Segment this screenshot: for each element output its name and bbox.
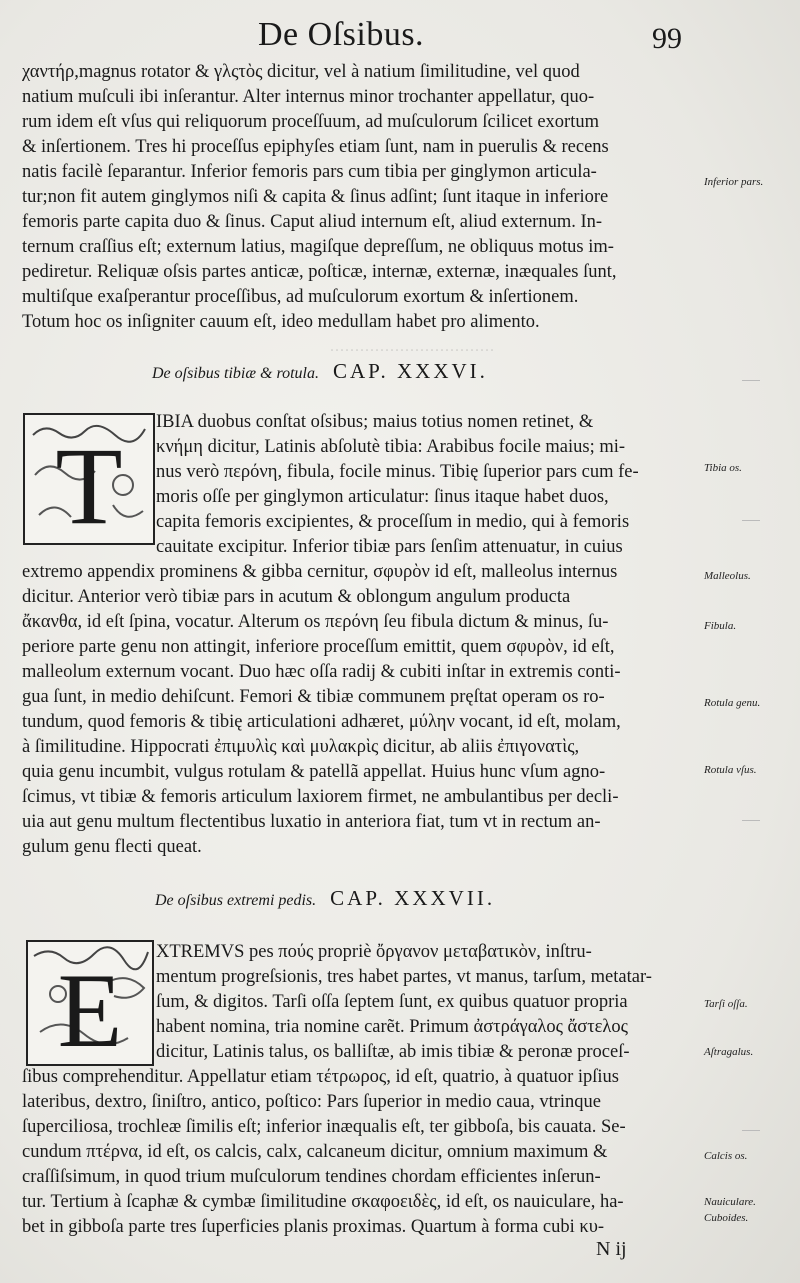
margin-note: Cuboides. bbox=[704, 1212, 749, 1224]
text-line: multiſque exaſperantur proceſſibus, ad muſculorum exortum & inſertionem. bbox=[22, 287, 579, 307]
text-line: extremo appendix prominens & gibba cernitur, σφυρὸν id eſt, malleolus internus bbox=[22, 562, 618, 582]
chapter-number: CAP. XXXVI. bbox=[332, 359, 488, 383]
margin-note: Rotula genu. bbox=[704, 697, 761, 709]
text-line: & inſertionem. Tres hi proceſſus epiphyſes etiam ſunt, nam in puerulis & recens bbox=[22, 137, 609, 157]
text-line: IBIA duobus conſtat oſsibus; maius totius nomen retinet, & bbox=[156, 412, 594, 432]
text-line: ſibus comprehenditur. Appellatur etiam τέτρωρος, id eſt, quatrio, à quatuor ipſius bbox=[22, 1067, 619, 1087]
text-line: pediretur. Reliquæ oſsis partes anticæ, poſticæ, internæ, externæ, inæquales ſunt, bbox=[22, 262, 617, 282]
text-line: ſum, & digitos. Tarſi oſſa ſeptem ſunt, ex quibus quatuor propria bbox=[156, 992, 628, 1012]
margin-note: Inferior pars. bbox=[704, 176, 764, 188]
text-line: ternum craſſius eſt; externum latius, magiſque depreſſum, ne obliquus motus im- bbox=[22, 237, 614, 257]
text-line: mentum progreſsionis, tres habet partes, vt manus, tarſum, metatar- bbox=[156, 967, 652, 987]
svg-text:T: T bbox=[55, 425, 123, 543]
margin-note: Rotula vſus. bbox=[704, 764, 757, 776]
divider bbox=[742, 520, 760, 521]
text-line: uia aut genu multum flectentibus luxatio in anteriora fiat, tum vt in rectum an- bbox=[22, 812, 601, 832]
running-title: De Oſsibus. bbox=[258, 16, 425, 53]
decorated-initial-t bbox=[23, 413, 155, 545]
text-line: tur;non fit autem ginglymos niſi & capita & ſinus adſint; ſunt itaque in inferiore bbox=[22, 187, 609, 207]
chapter-number: CAP. XXXVII. bbox=[330, 886, 496, 910]
margin-note: Aſtragalus. bbox=[704, 1046, 754, 1058]
margin-note: Malleolus. bbox=[704, 570, 751, 582]
text-line: rum idem eſt vſus qui reliquorum proceſſuum, ad muſculorum ſcilicet exortum bbox=[22, 112, 599, 132]
chapter-heading bbox=[155, 886, 495, 911]
text-line: moris oſſe per ginglymon articulatur: ſinus itaque habet duos, bbox=[156, 487, 609, 507]
text-line: malleolum externum vocant. Duo hæc oſſa radij & cubiti inſtar in extremis conti- bbox=[22, 662, 621, 682]
text-line: cauitate excipitur. Inferior tibiæ pars ſenſim attenuatur, in cuius bbox=[156, 537, 623, 557]
text-line: à ſimilitudine. Hippocrati ἐπιμυλὶς καὶ μυλακρὶς dicitur, ab aliis ἐπιγονατὶς, bbox=[22, 737, 580, 757]
signature-mark: N ij bbox=[596, 1238, 627, 1260]
initial-ornament-icon bbox=[28, 942, 152, 1064]
text-line: quia genu incumbit, vulgus rotulam & patellã appellat. Huius hunc vſum agno- bbox=[22, 762, 606, 782]
text-line: tur. Tertium à ſcaphæ & cymbæ ſimilitudine σκαφοειδὲς, id eſt, os nauiculare, ha- bbox=[22, 1192, 624, 1212]
text-line: ſuperciliosa, trochleæ ſimilis eſt; inferior inæqualis eſt, ter gibboſa, bis cauata. Se- bbox=[22, 1117, 626, 1137]
text-line: nus verò περόνη, fibula, focile minus. Tibię ſuperior pars cum fe- bbox=[156, 462, 639, 482]
decorated-initial-e bbox=[26, 940, 154, 1066]
text-line: XTREMVS pes πούς propriè ὄργανον μεταβατικὸν, inſtru- bbox=[156, 942, 592, 962]
divider bbox=[742, 820, 760, 821]
text-line: cundum πτέρνα, id eſt, os calcis, calx, calcaneum dicitur, omnium maximum & bbox=[22, 1142, 608, 1162]
text-line: femoris parte capita duo & ſinus. Caput aliud internum eſt, aliud externum. In- bbox=[22, 212, 603, 232]
text-line: dicitur, Latinis talus, os balliſtæ, ab imis tibiæ & peronæ proceſ- bbox=[156, 1042, 630, 1062]
margin-note: Calcis os. bbox=[704, 1150, 748, 1162]
text-line: dicitur. Anterior verò tibiæ pars in acutum & oblongum angulum producta bbox=[22, 587, 571, 607]
text-line: bet in gibboſa parte tres ſuperficies planis proximas. Quartum à forma cubi κυ- bbox=[22, 1217, 605, 1237]
margin-note: Fibula. bbox=[704, 620, 737, 632]
text-line: χαντήρ,magnus rotator & γλςτὸς dicitur, vel à natium ſimilitudine, vel quod bbox=[22, 62, 580, 82]
text-line: ſcimus, vt tibiæ & femoris articulum laxiorem firmet, ne ambulantibus per decli- bbox=[22, 787, 619, 807]
margin-note: Tarſi oſſa. bbox=[704, 998, 748, 1010]
text-line: κνήμη dicitur, Latinis abſolutè tibia: Arabibus focile maius; mi- bbox=[156, 437, 626, 457]
text-line: gua ſunt, in medio dehiſcunt. Femori & tibiæ communem pręſtat operam os ro- bbox=[22, 687, 605, 707]
divider bbox=[742, 1130, 760, 1131]
chapter-subtitle: De oſsibus tibiæ & rotula. bbox=[152, 365, 319, 382]
text-line: gulum genu flecti queat. bbox=[22, 837, 202, 857]
text-line: tundum, quod femoris & tibię articulationi adhæret, μύλην vocant, id eſt, molam, bbox=[22, 712, 621, 732]
margin-note: Tibia os. bbox=[704, 462, 742, 474]
chapter-subtitle: De oſsibus extremi pedis. bbox=[155, 892, 317, 909]
text-line: habent nomina, tria nomine carẽt. Primum ἀστράγαλος ἄστελος bbox=[156, 1017, 628, 1037]
chapter-heading bbox=[152, 359, 488, 384]
text-line: lateribus, dextro, ſiniſtro, antico, poſtico: Pars ſuperior in medio caua, vtrinque bbox=[22, 1092, 602, 1112]
page-number: 99 bbox=[652, 22, 682, 55]
text-line: periore parte genu non attingit, inferiore proceſſum emittit, quem σφυρὸν, id eſt, bbox=[22, 637, 615, 657]
text-line: capita femoris excipientes, & proceſſum in medio, qui à femoris bbox=[156, 512, 630, 532]
margin-note: Nauiculare. bbox=[704, 1196, 756, 1208]
text-line: ἄκανθα, id eſt ſpina, vocatur. Alterum os περόνη ſeu fibula dictum & minus, ſu- bbox=[22, 612, 609, 632]
initial-ornament-icon bbox=[25, 415, 153, 543]
text-line: natium muſculi ibi inſerantur. Alter internus minor trochanter appellatur, quo- bbox=[22, 87, 595, 107]
show-through: ................................. bbox=[330, 338, 495, 355]
divider bbox=[742, 380, 760, 381]
svg-text:E: E bbox=[57, 952, 123, 1064]
text-line: craſſiſsimum, in quod trium muſculorum tendines chordam efficientes inſerun- bbox=[22, 1167, 601, 1187]
text-line: Totum hoc os inſigniter cauum eſt, ideo medullam habet pro alimento. bbox=[22, 312, 540, 332]
text-line: natis facilè ſeparantur. Inferior femoris pars cum tibia per ginglymon articula- bbox=[22, 162, 597, 182]
